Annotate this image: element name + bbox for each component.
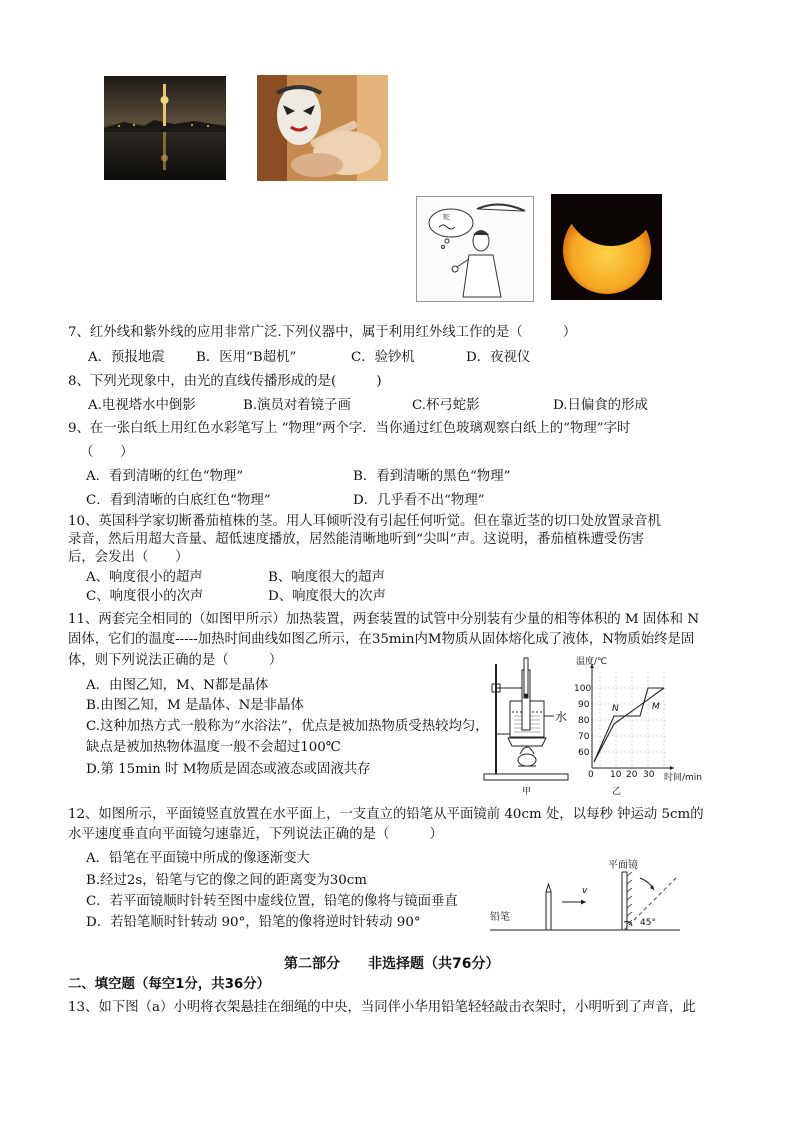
y-tick-80: 80: [578, 716, 590, 726]
x-tick-10: 10: [610, 770, 622, 780]
q12-option-a: A．铅笔在平面镜中所成的像逐渐变大: [86, 851, 310, 866]
y-tick-70: 70: [578, 732, 590, 742]
graph-y-label: 温度/℃: [576, 657, 608, 667]
q12-option-c: C．若平面镜顺时针转至图中虚线位置，铅笔的像将与镜面垂直: [86, 894, 458, 909]
pencil-mirror-figure: [490, 856, 690, 936]
y-tick-60: 60: [578, 748, 590, 758]
pencil-mirror-drawing: [490, 856, 690, 936]
curve-n-label: N: [612, 704, 619, 714]
q7-stem: 7、红外线和紫外线的应用非常广泛.下列仪器中，属于利用红外线工作的是（ ）: [68, 325, 577, 340]
q8-option-b: B.演员对着镜子画: [243, 398, 351, 413]
q11-option-d: D.第 15min 时 M物质是固态或液态或固液共存: [86, 762, 371, 777]
q8-option-c: C.杯弓蛇影: [412, 398, 480, 413]
tv-tower-reflection-photo: [104, 76, 226, 180]
q12-option-d: D．若铅笔顺时针转动 90°，铅笔的像将逆时针转动 90°: [86, 915, 421, 930]
q13-line-1: 13、如下图（a）小明将衣架悬挂在细绳的中央，当同伴小华用铅笔轻轻敲击衣架时，小明听到了声音，此: [68, 1000, 696, 1015]
q8-option-a: A.电视塔水中倒影: [88, 398, 196, 413]
q10-option-a: A、响度很小的超声: [86, 570, 203, 585]
q9-option-d: D．几乎看不出“物理”: [353, 493, 485, 508]
q11-option-a: A．由图乙知，M、N都是晶体: [86, 678, 269, 693]
q7-option-a: A．预报地震: [88, 350, 165, 365]
fill-blank-section-heading: 二、填空题（每空1分，共36分）: [68, 977, 271, 992]
y-tick-100: 100: [574, 684, 592, 694]
water-label: 水: [555, 710, 568, 724]
part-two-heading: 第二部分 非选择题（共76分）: [284, 956, 500, 972]
angle-label: 45°: [640, 918, 656, 928]
q7-option-b: B．医用“B超机”: [196, 350, 297, 365]
q11-line-1: 11、两套完全相同的（如图甲所示）加热装置，两套装置的试管中分别装有少量的相等体积的 M 固体和 N: [68, 612, 700, 627]
q10-line-1: 10、英国科学家切断番茄植株的茎。用人耳倾听没有引起任何听觉。但在靠近茎的切口处放置录音机: [68, 514, 661, 529]
x-tick-0: 0: [588, 770, 594, 780]
q9-stem-bracket: （ ）: [80, 445, 134, 460]
q8-stem: 8、下列光现象中，由光的直线传播形成的是( ): [68, 374, 382, 389]
y-tick-90: 90: [578, 700, 590, 710]
q10-option-b: B、响度很大的超声: [268, 570, 385, 585]
q12-option-b: B.经过2s，铅笔与它的像之间的距离变为30cm: [86, 873, 367, 888]
q11-line-2: 固体，它们的温度-----加热时间曲线如图乙所示，在35min内M物质从固体熔化成了液体，N物质始终是固: [68, 632, 695, 647]
temperature-time-graph: [570, 654, 708, 796]
figure-jia-caption: 甲: [522, 787, 532, 797]
q10-line-3: 后，会发出（ ）: [68, 550, 189, 565]
q7-option-d: D．夜视仪: [466, 350, 531, 365]
q11-line-3: 体，则下列说法正确的是（ ）: [68, 653, 283, 668]
q11-option-c-line2: 缺点是被加热物体温度一般不会超过100℃: [86, 740, 341, 755]
cup-bow-snake-cartoon: [416, 196, 534, 302]
x-tick-20: 20: [626, 770, 638, 780]
q12-line-1: 12、如图所示，平面镜竖直放置在水平面上，一支直立的铅笔从平面镜前 40cm 处，以每秒 钟运动 5cm的: [68, 807, 704, 822]
q7-option-c: C．验钞机: [351, 350, 415, 365]
cartoon-speech-text: 蛇: [443, 213, 450, 221]
mirror-label: 平面镜: [608, 860, 638, 871]
q9-option-a: A．看到清晰的红色“物理”: [86, 469, 244, 484]
q9-option-b: B．看到清晰的黑色“物理”: [353, 469, 511, 484]
x-tick-30: 30: [643, 770, 655, 780]
q11-option-b: B.由图乙知，M 是晶体、N是非晶体: [86, 698, 304, 713]
q12-line-2: 水平速度垂直向平面镜匀速靠近，下列说法正确的是（ ）: [68, 827, 443, 842]
velocity-label: v: [582, 886, 588, 896]
q11-option-c-line1: C.这种加热方式一般称为“水浴法”，优点是被加热物质受热较均匀，: [86, 719, 489, 734]
q9-stem: 9、在一张白纸上用红色水彩笔写上 “物理”两个字．当你通过红色玻璃观察白纸上的“物理”字时: [68, 421, 631, 436]
pencil-label: 铅笔: [490, 912, 510, 923]
q10-option-c: C、响度很小的次声: [86, 589, 204, 604]
q9-option-c: C．看到清晰的白底红色“物理”: [86, 493, 271, 508]
figure-yi-caption: 乙: [612, 787, 622, 797]
q8-option-d: D.日偏食的形成: [553, 398, 648, 413]
curve-m-label: M: [652, 702, 660, 712]
actor-makeup-photo: [257, 75, 388, 181]
q10-option-d: D、响度很大的次声: [268, 589, 386, 604]
apparatus-drawing: [480, 656, 572, 796]
partial-solar-eclipse-photo: [551, 194, 662, 300]
graph-x-label: 时间/min: [664, 773, 703, 783]
q10-line-2: 录音，然后用超大音量、超低速度播放，居然能清晰地听到“尖叫”声。这说明，番茄植株遭受伤害: [68, 532, 645, 547]
water-bath-apparatus-figure: [480, 656, 572, 796]
